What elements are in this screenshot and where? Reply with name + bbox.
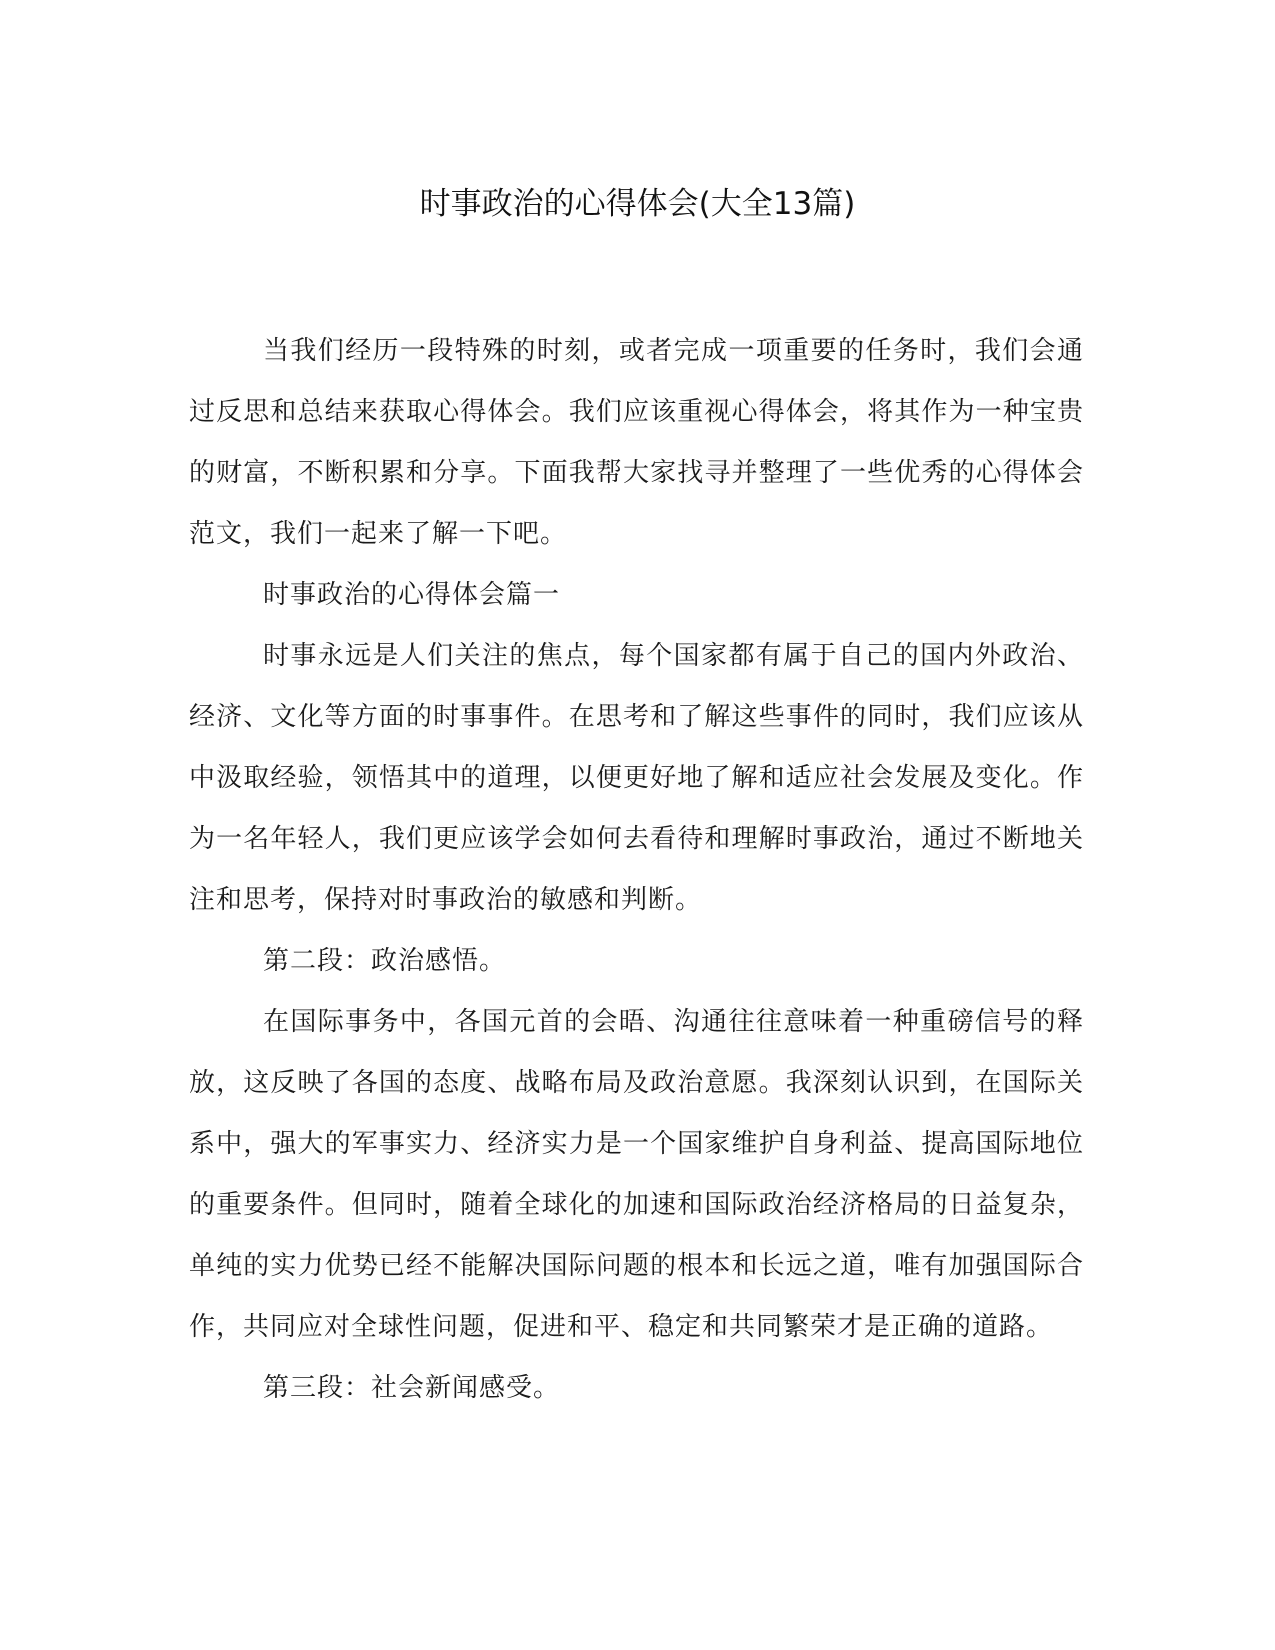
section-heading-third: 第三段：社会新闻感受。 xyxy=(263,1373,561,1403)
document-title: 时事政治的心得体会(大全13篇) xyxy=(419,186,856,222)
paragraph-current-affairs: 时事永远是人们关注的焦点，每个国家都有属于自己的国内外政治、经济、文化等方面的时事事件。在思考和了解这些事件的同时，我们应该从中汲取经验，领悟其中的道理，以便更好地了解和适应社会发展及变化。作为一名年轻人，我们更应该学会如何去看待和理解时事政治，通过不断地关注和思考，保持对时事政治的敏感和判断。 xyxy=(189,641,1084,915)
section-heading-second: 第二段：政治感悟。 xyxy=(263,946,507,976)
intro-paragraph: 当我们经历一段特殊的时刻，或者完成一项重要的任务时，我们会通过反思和总结来获取心得体会。我们应该重视心得体会，将其作为一种宝贵的财富，不断积累和分享。下面我帮大家找寻并整理了一些优秀的心得体会范文，我们一起来了解一下吧。 xyxy=(189,336,1084,549)
document-body xyxy=(189,321,1084,1419)
section-heading-part-one: 时事政治的心得体会篇一 xyxy=(263,580,561,610)
paragraph-political-insight: 在国际事务中，各国元首的会晤、沟通往往意味着一种重磅信号的释放，这反映了各国的态度、战略布局及政治意愿。我深刻认识到，在国际关系中，强大的军事实力、经济实力是一个国家维护自身利益、提高国际地位的重要条件。但同时，随着全球化的加速和国际政治经济格局的日益复杂，单纯的实力优势已经不能解决国际问题的根本和长远之道，唯有加强国际合作，共同应对全球性问题，促进和平、稳定和共同繁荣才是正确的道路。 xyxy=(189,1007,1084,1342)
